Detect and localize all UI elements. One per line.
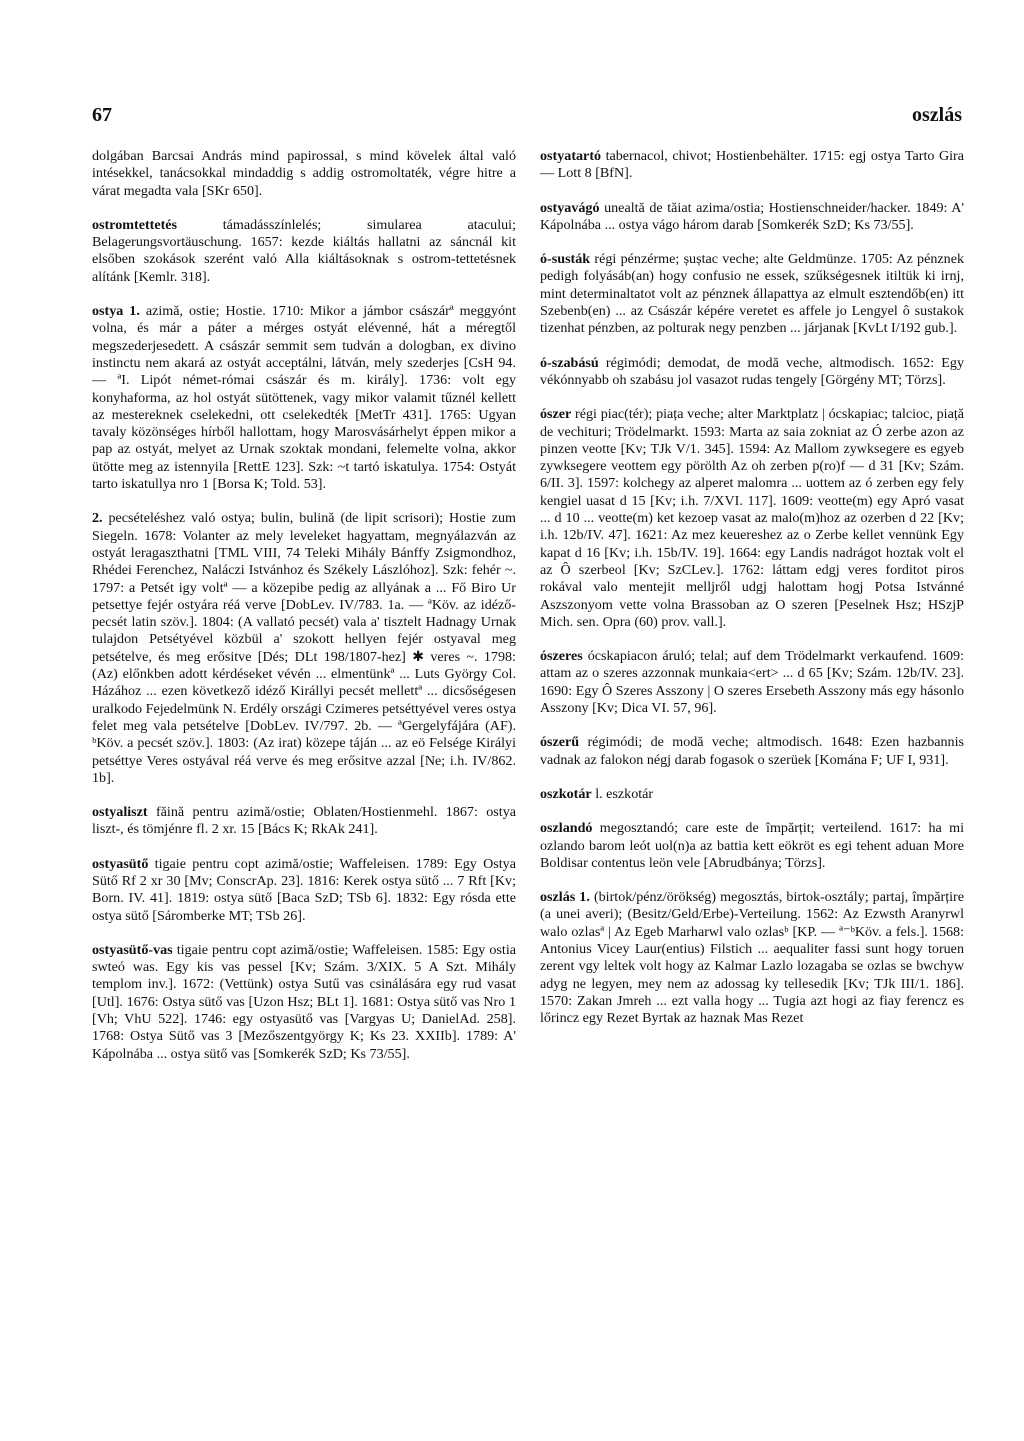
entry-headword: ostyatartó	[540, 148, 602, 164]
entry-headword: ószeres	[540, 648, 583, 665]
dictionary-entry	[540, 648, 964, 717]
entry-text: dolgában Barcsai András mind papirossal, s mind kövelek által való intésekkel, tanácsokkal mindaddig s addig ostromoltaték, végre hitre a várat megadta vala [SKr 650].	[92, 148, 516, 199]
entry-text: régi piac(tér); piața veche; alter Marktplatz | ócskapiac; talcioc, piață de vechituri; Trödelmarkt. 1593: Marta az saia zokniat az Ó zerbe azon az pinzen veotte [Kv; TJk V/1. 345]. 1594: Az Mallom zywksegere es egyeb zywksegere veottem egy pörölth Az oh zerben p(ro)f — d 31 [Kv; Szám. 6/II. 3]. 1597: kolchegy az alperet malomra ... uottem az ó zerben egy fely kengiel uasat d 15 [Kv; i.h. 7/XVI. 117]. 1609: veotte(m) egy Apró vasat ... d 10 ... veotte(m) ket kezoep vasat az malo(m)hoz az ozerben d 22 [Kv; i.h. 12b/IV. 47]. 1621: Az mez keuereshez az o Zerbe kellet vennünk Egy kapat d 16 [Kv; i.h. 15b/IV. 19]. 1664: egy Landis nadrágot hoztak volt el az Ô szerbeol [Kv; SzCLev.]. 1762: láttam edgj veres forditot piros rokával valo mentejit melljről udgj halottam hogj Potsa Istvánné Aszszonyom vette volna Brassoban az O szeren [Peselnek Hsz; HSzjP Mich. sen. Opra (60) prov. vall.].	[540, 406, 964, 630]
dictionary-entry	[92, 804, 516, 839]
dictionary-entry	[540, 251, 964, 337]
entry-text: pecsételéshez való ostya; bulin, bulină (de lipit scrisori); Hostie zum Siegeln. 1678: Volanter az mely leveleket hagyattam, megnyálazván az ostyát leragaszthatni [TML VIII, 74 Teleki Mihály Bánffy Zsigmondhoz, Rhédei Ferenchez, Naláczi Istvánhoz és Székely Lászlóhoz]. Szk: fehér ~. 1797: a Petsét igy voltª — a közepibe pedig az allyának a ... Fő Biro Ur petsettye fejér ostyára réá verve [DobLev. IV/783. 1a. — ªKöv. az idéző-pecsét latin szöv.]. 1804: (A vallató pecsét) vala a' tisztelt Hadnagy Urnak tulajdon Petsétyével közbül a' szokott hellyen fejér ostyaval meg petsételve, és meg erősitve [Dés; DLt 198/1807-hez] ✱ veres ~. 1798: (Az) előnkben adott kérdéseket vévén ... elmentünkª ... Luts György Col. Házához ... ezen következő idéző Királlyi pecsét mellettª ... dicsőségesen uralkodo Fejedelmünk N. Erdély országi Czimeres petséttyével veres ostya felet meg vala petsételve [DobLev. IV/797. 2b. — ªGergelyfájára (AF). ᵇKöv. a pecsét szöv.]. 1803: (Az irat) közepe táján ... az eö Felsége Királyi petséttye Veres ostyával réá verve és meg erősitve azzal [Ne; i.h. IV/862. 1b].	[92, 510, 516, 786]
entry-headword: ószerű	[540, 734, 580, 751]
entry-headword: ó-szabású	[540, 354, 599, 371]
entry-text: tigaie pentru copt azimă/ostie; Waffeleisen. 1789: Egy Ostya Sütő Rf 2 xr 30 [Mv; ConscrAp. 23]. 1816: Kerek ostya sütő ... 7 Rft [Kv; Born. IV. 41]. 1819: ostya sütő [Baca SzD; TSb 6]. 1832: Egy rósda ette ostya sütő [Sáromberke MT; TSb 26].	[92, 855, 516, 924]
entry-headword: ostyaliszt	[92, 804, 148, 821]
entry-headword: ostromtettetés	[92, 216, 178, 233]
dictionary-entry	[92, 217, 516, 286]
entry-headword: ostyasütő-vas	[92, 941, 173, 958]
entry-text: régi pénzérme; șuștac veche; alte Geldmünze. 1705: Az pénznek pedigh folyásáb(an) hogy confusio ne essek, szűkségesnek itiltük ki irnj, mint determinaltatot volt az pénznek állapattya az elmult esztendőb(en) itt Szebenb(en) ... az Császár képére veretet es affele jo Lengyel ô sustakok tizenhat pénzben, az polturak negy penzben ... járjanak [KvLt I/192 gub.].	[540, 251, 964, 337]
entry-text: azimă, ostie; Hostie. 1710: Mikor a jámbor császárª meggyónt volna, és már a páter a mérges ostyát elévenné, hát a méregtől megszederjesedett. A császár semmit sem tudván a dologban, ex divino instinctu nem akará az ostyát acceptálni, látván, mely szederjes [CsH 94. — ªI. Lipót német-római császár és m. király]. 1736: volt egy konyhaforma, az hol ostyát sütöttenek, vagy mikor valamit tűznél kellett az mestereknek cselekedni, ott cselekedték [MetTr 431]. 1765: Ugyan tavaly közönséges hírből hallottam, hogy Marosvásárhelyt éppen mikor a pap az ostyát, melyet az Urnak szoktak mondani, felemelte volna, akkor ütötte meg az istennyila [RettE 123]. Szk: ~t tartó iskatulya. 1754: Ostyát tarto iskatullya nro 1 [Borsa K; Told. 53].	[92, 303, 516, 493]
entry-headword: oszlandó	[540, 820, 593, 837]
dictionary-entry	[540, 786, 964, 803]
dictionary-entry	[540, 820, 964, 872]
entry-text: (birtok/pénz/örökség) megosztás, birtok-osztály; partaj, împărțire (a unei averi); (Besitz/Geld/Erbe)-Verteilung. 1562: Az Ezwsth Aranyrwl walo ozlasª | Az Egeb Marharwl valo ozlasᵇ [KP. — ª⁻ᵇKöv. a fels.]. 1568: Antonius Vicey Laur(entius) Filstich ... aequaliter fassi sunt hogy toruen zerent vgy leltek volt hogy az Kalmar Lazlo lozagaba se ozlas se bwchyw adyg ne legyen, mey nem az adossag ky tellesedik [Kv; TJk III/1. 186]. 1570: Zakan Jmreh ... ezt valla hogy ... Tugia azt hogi az fiay ferencz es lőrincz egy Rezet Byrtak az haznak Mas Rezet	[540, 889, 964, 1027]
entry-text: tigaie pentru copt azimă/ostie; Waffeleisen. 1585: Egy ostia swteó was. Egy kis vas pessel [Kv; Szám. 3/XIX. 5 A Szt. Mihály templom inv.]. 1672: (Vettünk) ostya Sutű vas csinálására egy rud vasat [Utl]. 1676: Ostya sütő vas [Uzon Hsz; BLt 1]. 1681: Ostya sütő vas Nro 1 [Vh; VhU 522]. 1746: egy ostyasütő vas [Vargyas U; DanielAd. 258]. 1768: Ostya Sütő vas 3 [Mezőszentgyörgy K; Ks 23. XXIIb]. 1789: A' Kápolnába ... ostya sütő vas [Somkerék SzD; Ks 73/55].	[92, 941, 516, 1062]
entry-headword: ószer	[540, 406, 572, 423]
dictionary-entry	[540, 406, 964, 631]
page-number: 67	[92, 104, 112, 126]
entry-headword: ó-susták	[540, 251, 591, 268]
entry-headword: oszlás 1.	[540, 889, 590, 906]
entry-text: unealtă de tăiat azima/ostia; Hostienschneider/hacker. 1849: A' Kápolnába ... ostya vágo három darab [Somkerék SzD; Ks 73/55].	[540, 199, 964, 233]
entry-text: ócskapiacon áruló; telal; auf dem Trödelmarkt verkaufend. 1609: attam az o szeres azzonnak munkaia<ert> ... d 65 [Kv; Szám. 12b/IV. 23]. 1690: Egy Ô Szeres Asszony | O szeres Ersebeth Asszony más egy hásonlo Asszony [Kv; Dica VI. 57, 96].	[540, 648, 964, 717]
right-column	[540, 148, 964, 1044]
page-header	[92, 104, 962, 127]
dictionary-entry	[540, 889, 964, 1027]
entry-headword: ostya 1.	[92, 303, 140, 320]
entry-headword: oszkotár	[540, 785, 592, 802]
entry-headword: ostyavágó	[540, 199, 600, 216]
running-head: oszlás	[912, 104, 962, 126]
dictionary-entry	[92, 510, 516, 787]
entry-headword: ostyasütő	[92, 855, 149, 872]
entry-text: régimódi; demodat, de modă veche, altmodisch. 1652: Egy vékónnyabb oh szabásu jol vasazot rudas tengely [Görgény MT; Törzs].	[540, 354, 964, 388]
entry-text: támadásszínlelés; simularea atacului; Belagerungsvortäuschung. 1657: kezde kiáltás hallatni az sáncnál kit elsőben szokások szerént való Alla kiáltásoknak s ostrom-tettetésnek alítánk [Kemlr. 318].	[92, 216, 516, 285]
left-column	[92, 148, 516, 1080]
entry-text: régimódi; de modă veche; altmodisch. 1648: Ezen hazbannis vadnak az falokon négj darab fogasok o szerüek [Kománа F; UF I, 931].	[540, 734, 964, 768]
entry-text: făină pentru azimă/ostie; Oblaten/Hostienmehl. 1867: ostya liszt-, és tömjénre fl. 2 xr. 15 [Bács K; RkAk 241].	[92, 804, 516, 838]
dictionary-entry	[540, 148, 964, 183]
dictionary-entry	[540, 200, 964, 235]
dictionary-entry	[92, 942, 516, 1063]
dictionary-entry	[540, 734, 964, 769]
entry-headword: 2.	[92, 510, 103, 527]
dictionary-entry	[92, 856, 516, 925]
entry-text: l. eszkotár	[591, 785, 654, 802]
entry-text: tabernacol, chivot; Hostienbehälter. 1715: egj ostya Tarto Gira — Lott 8 [BfN].	[540, 148, 964, 182]
entry-text: megosztandó; care este de împărțit; verteilend. 1617: ha mi ozlando barom leót uol(n)a az battia kett eökröt es egi tehent aduan More Boldisar contentus leön vele [Abrudbánya; Törzs].	[540, 820, 964, 871]
dictionary-entry	[540, 355, 964, 390]
dictionary-entry	[92, 303, 516, 493]
dictionary-entry	[92, 148, 516, 200]
